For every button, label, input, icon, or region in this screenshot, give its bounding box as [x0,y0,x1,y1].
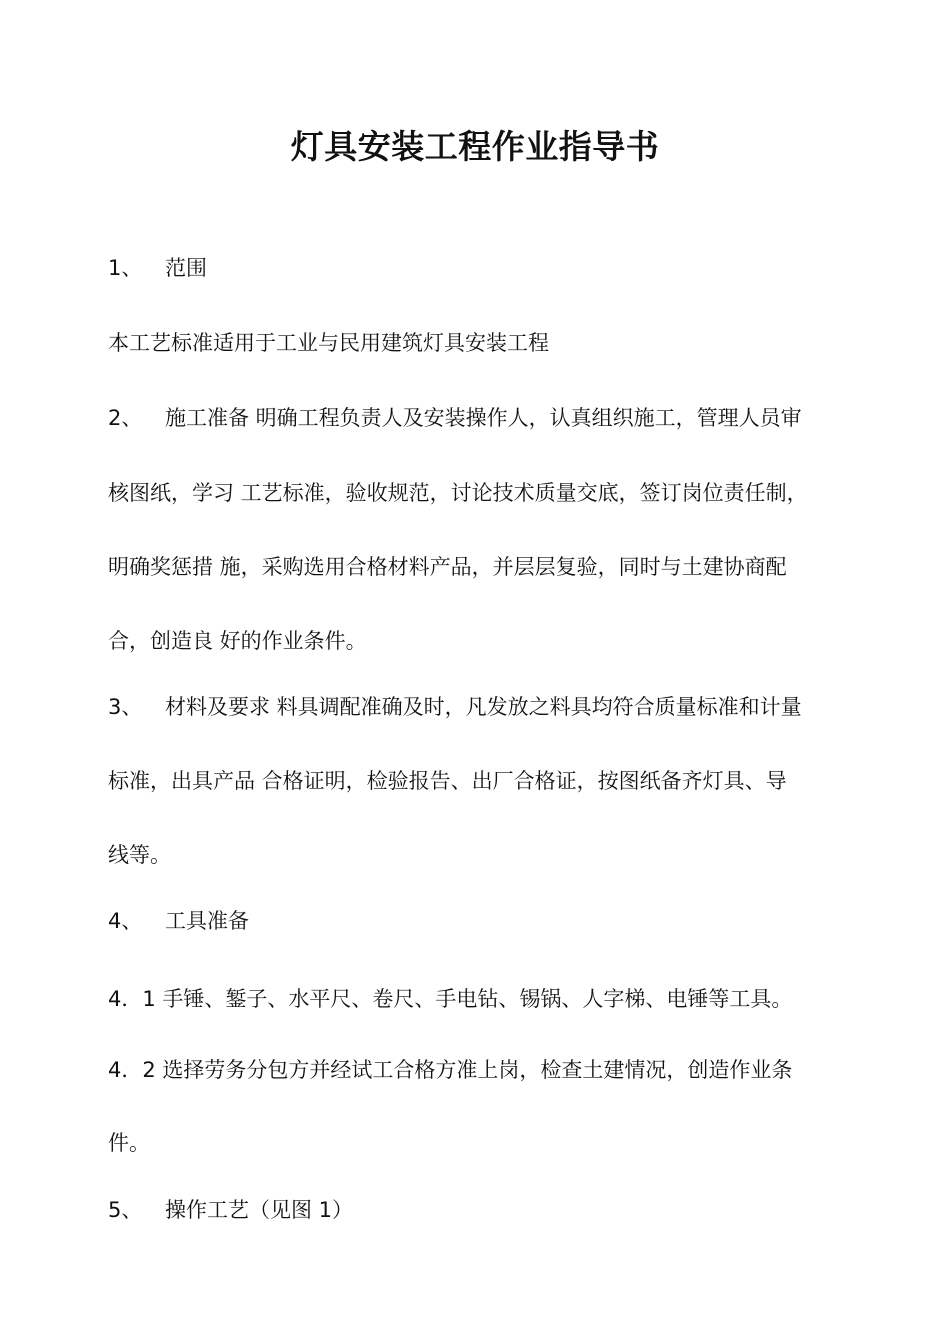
document-title: 灯具安装工程作业指导书 [290,127,660,166]
paragraph-text: 本工艺标准适用于工业与民用建筑灯具安装工程 [108,331,549,355]
section-number: 3、 [108,695,143,719]
section-heading [108,1195,353,1225]
paragraph-text: 明确奖惩措 施，采购选用合格材料产品，并层层复验，同时与土建协商配 [108,555,787,579]
paragraph-text: 核图纸，学习 工艺标准，验收规范，讨论技术质量交底，签订岗位责任制， [108,481,808,505]
section-text: 操作工艺（见图 1） [165,1198,354,1222]
section-number: 2、 [108,406,143,430]
section-heading [108,692,802,722]
paragraph-text: 4．2 选择劳务分包方并经试工合格方准上岗，检查土建情况，创造作业条 [108,1058,793,1082]
paragraph-line [108,328,549,358]
paragraph-line [108,478,808,508]
section-text: 范围 [165,256,207,280]
section-heading [108,906,249,936]
section-text: 工具准备 [165,909,249,933]
paragraph-text: 标准，出具产品 合格证明，检验报告、出厂合格证，按图纸备齐灯具、导 [108,769,787,793]
paragraph-line [108,552,787,582]
section-number: 1、 [108,256,143,280]
section-text: 施工准备 明确工程负责人及安装操作人，认真组织施工，管理人员审 [165,406,802,430]
section-heading [108,403,802,433]
section-number: 4、 [108,909,143,933]
paragraph-line [108,766,787,796]
paragraph-text: 4．1 手锤、錾子、水平尺、卷尺、手电钻、锡锅、人字梯、电锤等工具。 [108,987,793,1011]
section-heading [108,253,207,283]
paragraph-line [108,984,792,1014]
section-number: 5、 [108,1198,143,1222]
paragraph-text: 线等。 [108,843,171,867]
paragraph-text: 合，创造良 好的作业条件。 [108,629,367,653]
paragraph-line [108,1128,150,1158]
paragraph-line [108,626,367,656]
paragraph-line [108,840,171,870]
paragraph-line [108,1055,792,1085]
section-text: 材料及要求 料具调配准确及时，凡发放之料具均符合质量标准和计量 [165,695,802,719]
paragraph-text: 件。 [108,1131,150,1155]
